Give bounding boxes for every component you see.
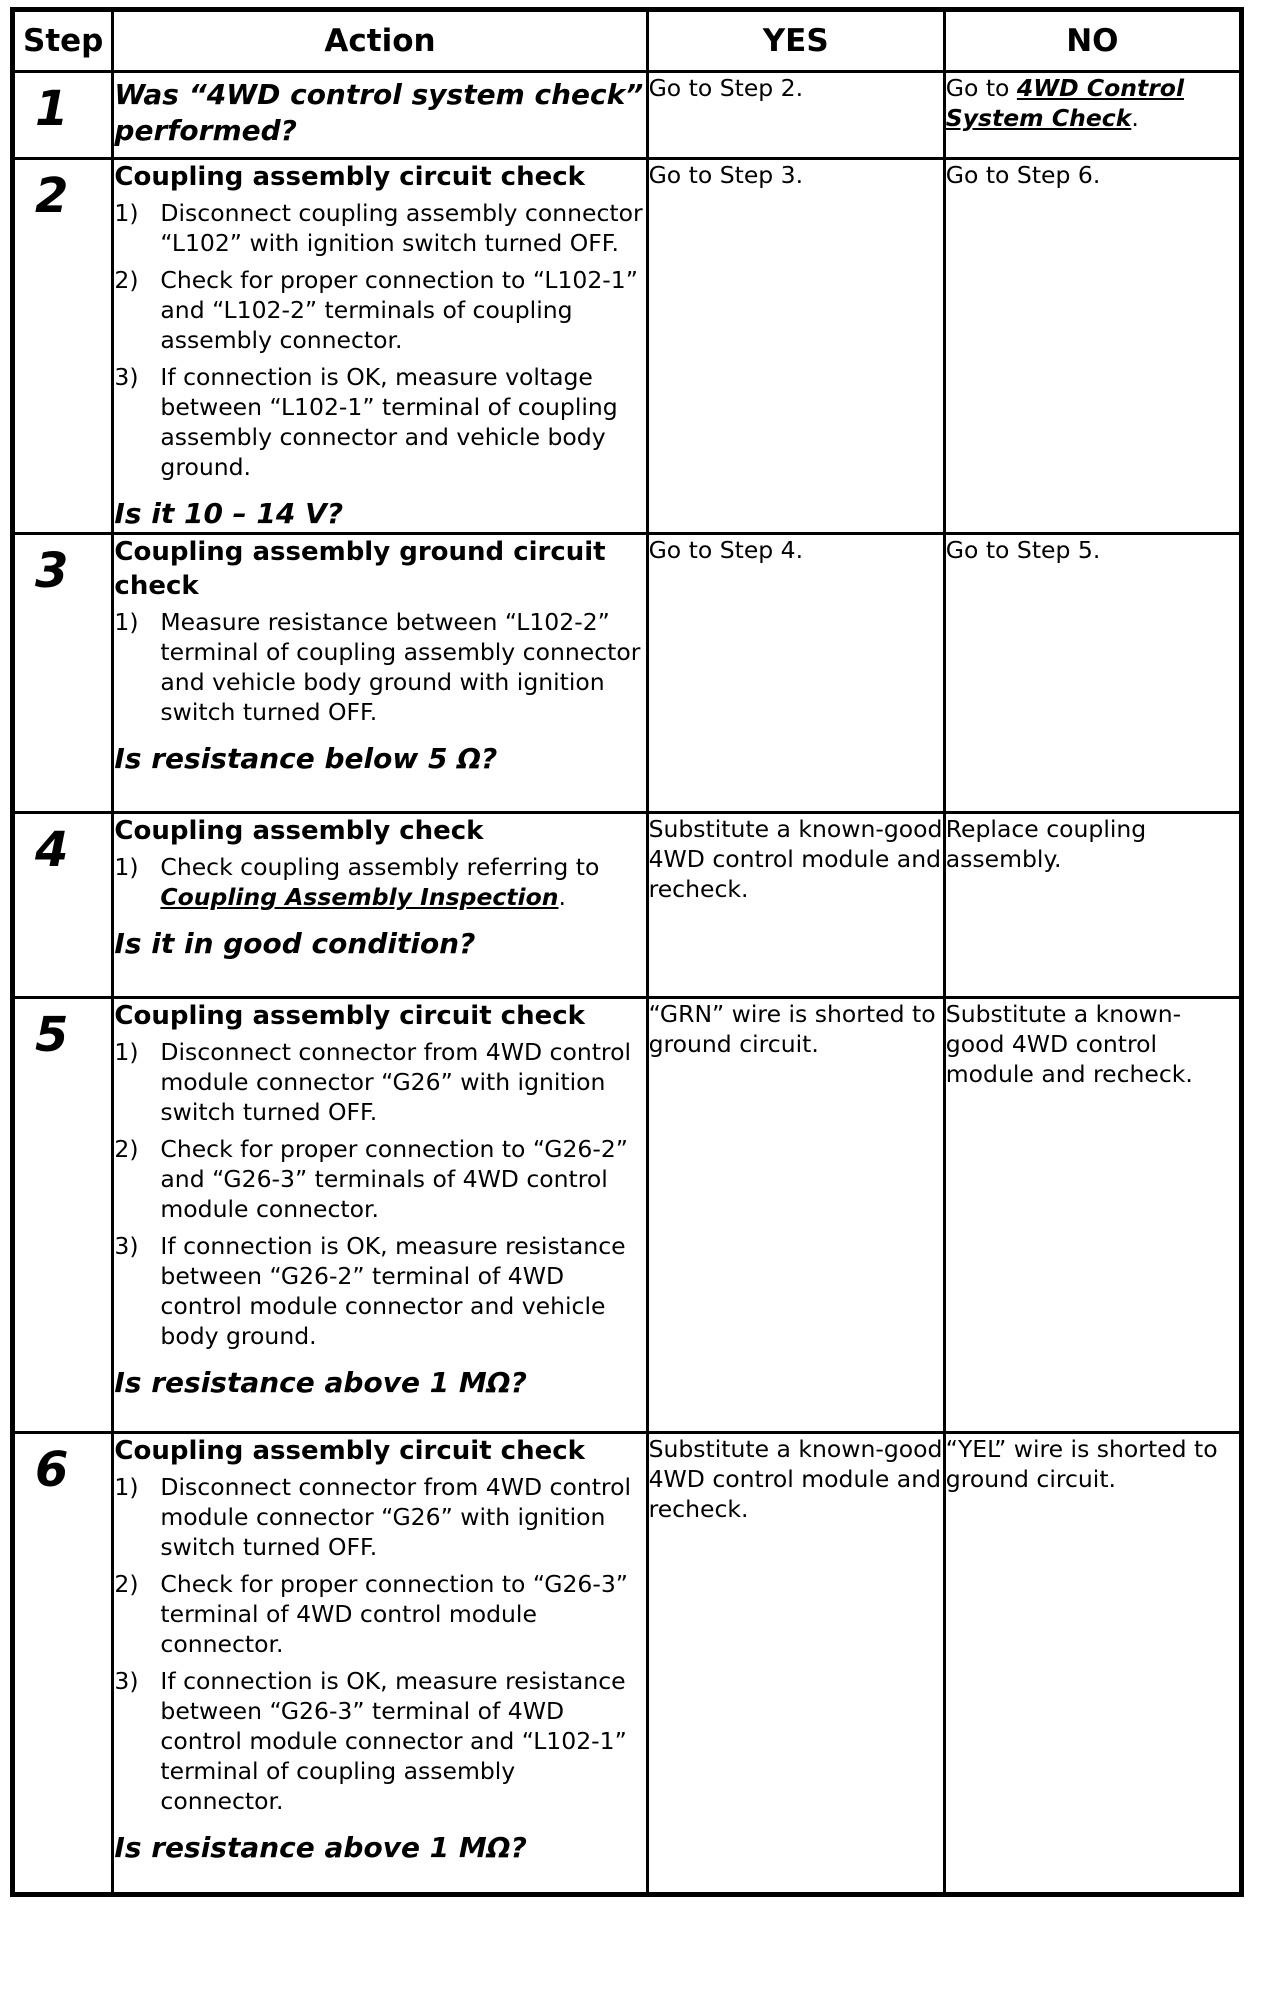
no-cell bbox=[944, 72, 1241, 159]
yes-cell: Substitute a known-good 4WD control module and recheck. bbox=[647, 1433, 944, 1895]
procedure-step bbox=[114, 362, 645, 482]
procedure-list bbox=[114, 1472, 645, 1816]
step-question: Is resistance below 5 Ω? bbox=[114, 742, 498, 775]
procedure-text: Measure resistance between “L102-2” terminal of coupling assembly connector and vehicle body ground with ignition switch turned OFF. bbox=[160, 608, 641, 726]
coupling-inspection-link[interactable]: Coupling Assembly Inspection bbox=[160, 883, 559, 911]
step-number: 5 bbox=[35, 1007, 69, 1063]
procedure-text: Check for proper connection to “G26-3” terminal of 4WD control module connector. bbox=[160, 1570, 628, 1658]
procedure-number: 2) bbox=[114, 1135, 139, 1163]
action-cell bbox=[113, 1433, 647, 1895]
troubleshooting-table bbox=[10, 7, 1244, 1897]
procedure-step bbox=[114, 265, 645, 355]
action-cell bbox=[113, 72, 647, 159]
no-cell: Substitute a known-good 4WD control module and recheck. bbox=[944, 998, 1241, 1433]
procedure-step bbox=[114, 1231, 645, 1351]
step-row-6 bbox=[13, 1433, 1242, 1895]
procedure-list bbox=[114, 852, 645, 912]
action-title: Coupling assembly check bbox=[114, 816, 484, 846]
header-yes: YES bbox=[647, 10, 944, 72]
action-cell bbox=[113, 534, 647, 813]
procedure-step bbox=[114, 1037, 645, 1127]
step-row-2 bbox=[13, 159, 1242, 534]
procedure-step bbox=[114, 852, 645, 912]
procedure-text: Disconnect connector from 4WD control module connector “G26” with ignition switch turned OFF. bbox=[160, 1038, 631, 1126]
action-cell bbox=[113, 813, 647, 998]
procedure-number: 3) bbox=[114, 363, 139, 391]
no-suffix: . bbox=[1131, 104, 1139, 132]
step-number: 2 bbox=[35, 168, 69, 224]
step-row-1 bbox=[13, 72, 1242, 159]
procedure-step bbox=[114, 198, 645, 258]
no-prefix: Go to bbox=[945, 74, 1017, 102]
no-cell: Go to Step 5. bbox=[944, 534, 1241, 813]
header-no: NO bbox=[944, 10, 1241, 72]
procedure-step bbox=[114, 1134, 645, 1224]
header-row bbox=[13, 10, 1242, 72]
procedure-number: 1) bbox=[114, 199, 139, 227]
step-number: 1 bbox=[35, 81, 69, 137]
system-check-link[interactable]: 4WD Control System Check bbox=[945, 74, 1185, 132]
step-cell bbox=[13, 534, 113, 813]
procedure-number: 2) bbox=[114, 1570, 139, 1598]
step-question: Is resistance above 1 MΩ? bbox=[114, 1831, 527, 1864]
procedure-step bbox=[114, 1569, 645, 1659]
procedure-text: If connection is OK, measure voltage between “L102-1” terminal of coupling assembly connector and vehicle body ground. bbox=[160, 363, 618, 481]
troubleshooting-sheet bbox=[10, 7, 1244, 1897]
step-cell bbox=[13, 72, 113, 159]
procedure-text: Disconnect coupling assembly connector “L102” with ignition switch turned OFF. bbox=[160, 199, 643, 257]
step-number: 3 bbox=[35, 543, 69, 599]
step-cell bbox=[13, 1433, 113, 1895]
step-cell bbox=[13, 998, 113, 1433]
yes-cell: Go to Step 3. bbox=[647, 159, 944, 534]
procedure-suffix: . bbox=[558, 883, 566, 911]
procedure-number: 3) bbox=[114, 1232, 139, 1260]
yes-cell: Go to Step 2. bbox=[647, 72, 944, 159]
action-title: Coupling assembly circuit check bbox=[114, 1001, 585, 1031]
procedure-step bbox=[114, 607, 645, 727]
action-cell bbox=[113, 159, 647, 534]
action-title: Coupling assembly ground circuit check bbox=[114, 537, 606, 601]
no-cell: Go to Step 6. bbox=[944, 159, 1241, 534]
procedure-number: 1) bbox=[114, 1038, 139, 1066]
header-step: Step bbox=[13, 10, 113, 72]
procedure-step bbox=[114, 1666, 645, 1816]
step-question: Is resistance above 1 MΩ? bbox=[114, 1366, 527, 1399]
procedure-step bbox=[114, 1472, 645, 1562]
step-question: Is it 10 – 14 V? bbox=[114, 497, 344, 530]
procedure-text: If connection is OK, measure resistance between “G26-2” terminal of 4WD control module connector and vehicle body ground. bbox=[160, 1232, 626, 1350]
yes-cell: Go to Step 4. bbox=[647, 534, 944, 813]
step-cell bbox=[13, 159, 113, 534]
procedure-text: If connection is OK, measure resistance between “G26-3” terminal of 4WD control module connector and “L102-1” terminal of coupling assembly connector. bbox=[160, 1667, 627, 1815]
procedure-text: Check coupling assembly referring to bbox=[160, 853, 600, 881]
step-cell bbox=[13, 813, 113, 998]
action-title: Coupling assembly circuit check bbox=[114, 162, 585, 192]
procedure-text: Disconnect connector from 4WD control module connector “G26” with ignition switch turned OFF. bbox=[160, 1473, 631, 1561]
procedure-number: 1) bbox=[114, 853, 139, 881]
no-cell: “YEL” wire is shorted to ground circuit. bbox=[944, 1433, 1241, 1895]
procedure-text: Check for proper connection to “G26-2” and “G26-3” terminals of 4WD control module connector. bbox=[160, 1135, 628, 1223]
procedure-text: Check for proper connection to “L102-1” and “L102-2” terminals of coupling assembly connector. bbox=[160, 266, 638, 354]
procedure-list bbox=[114, 1037, 645, 1351]
action-cell bbox=[113, 998, 647, 1433]
procedure-number: 1) bbox=[114, 608, 139, 636]
step-row-3 bbox=[13, 534, 1242, 813]
yes-cell: Substitute a known-good 4WD control module and recheck. bbox=[647, 813, 944, 998]
procedure-number: 2) bbox=[114, 266, 139, 294]
step-number: 4 bbox=[35, 822, 69, 878]
step-question: Was “4WD control system check” performed? bbox=[114, 78, 644, 147]
procedure-list bbox=[114, 607, 645, 727]
procedure-number: 3) bbox=[114, 1667, 139, 1695]
yes-cell: “GRN” wire is shorted to ground circuit. bbox=[647, 998, 944, 1433]
step-question: Is it in good condition? bbox=[114, 927, 476, 960]
step-row-4 bbox=[13, 813, 1242, 998]
action-title: Coupling assembly circuit check bbox=[114, 1436, 585, 1466]
step-number: 6 bbox=[35, 1442, 69, 1498]
header-action: Action bbox=[113, 10, 647, 72]
no-cell: Replace coupling assembly. bbox=[944, 813, 1241, 998]
step-row-5 bbox=[13, 998, 1242, 1433]
procedure-number: 1) bbox=[114, 1473, 139, 1501]
procedure-list bbox=[114, 198, 645, 482]
